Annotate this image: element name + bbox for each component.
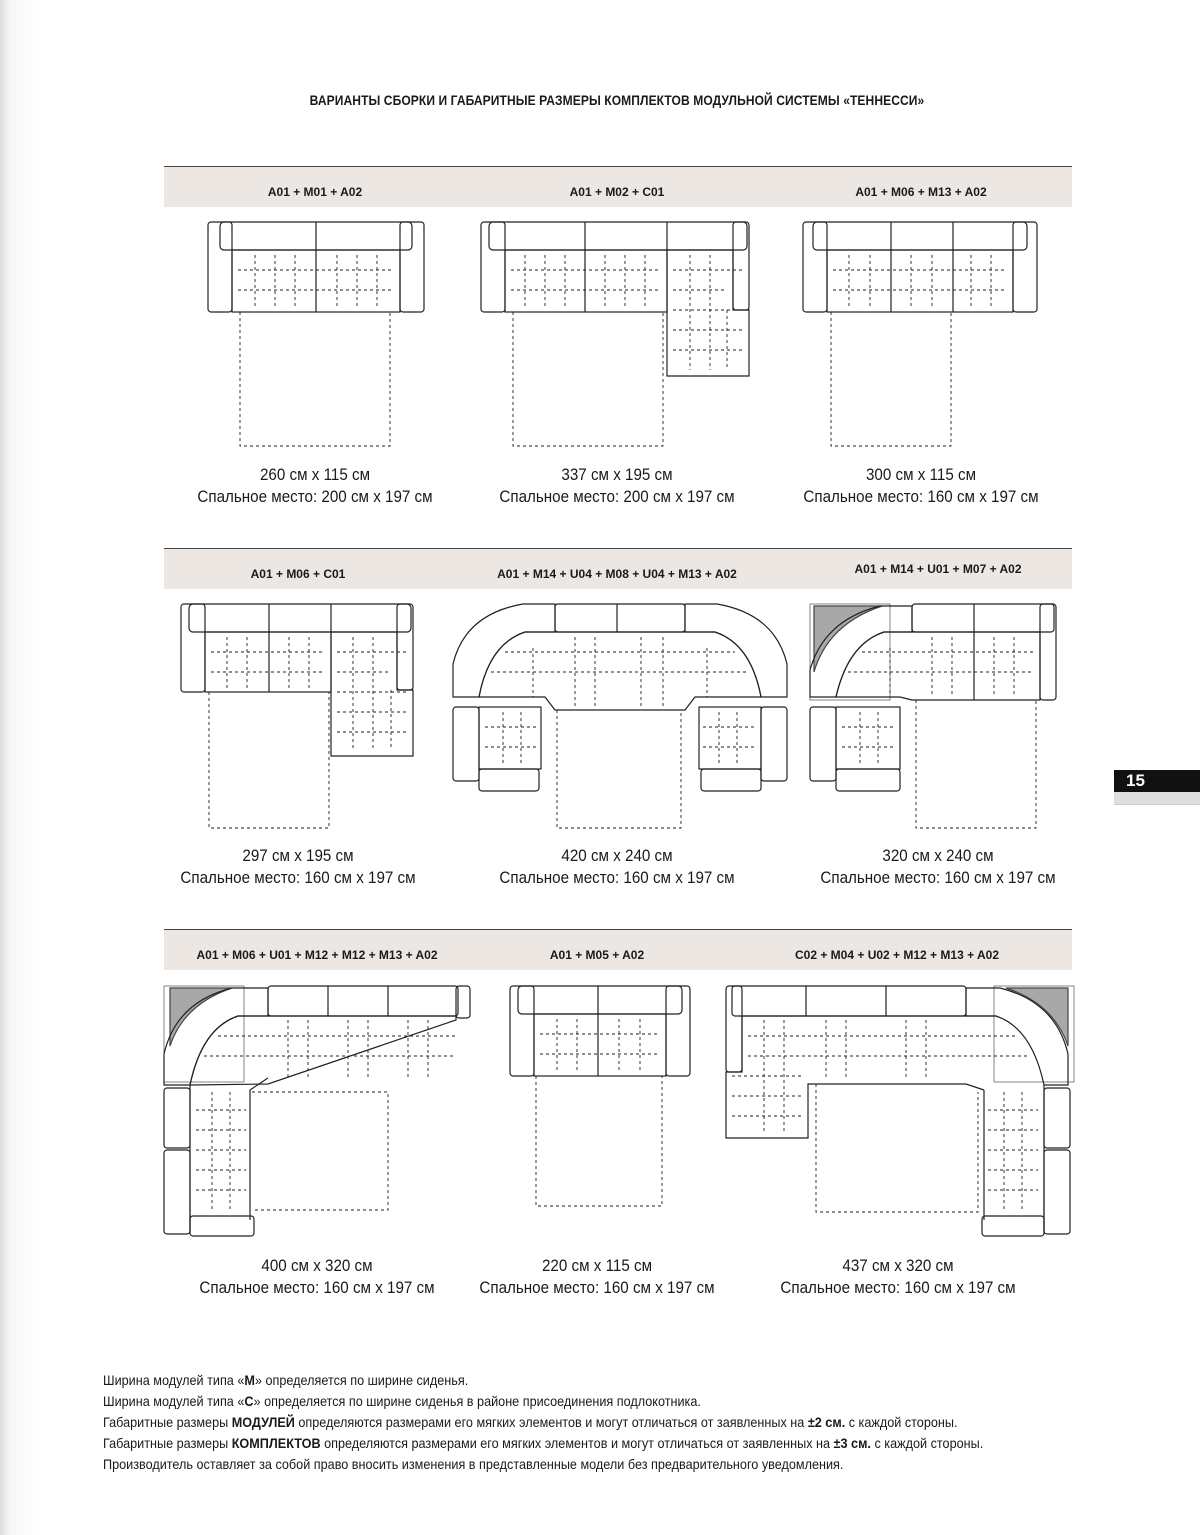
set-dimensions [791, 845, 1085, 889]
footnote-line: Производитель оставляет за собой право вносить изменения в представленные модели без предварительного уведомления. [103, 1457, 844, 1472]
sleeping-area: Спальное место: 160 см х 197 см [180, 869, 416, 887]
sleeping-area: Спальное место: 160 см х 197 см [499, 869, 735, 887]
sofa-plan-5 [445, 592, 795, 842]
footnote-line: Габаритные размеры МОДУЛЕЙ определяются размерами его мягких элементов и могут отличаться от заявленных на ±2 см. с каждой стороны. [103, 1415, 958, 1430]
footnote-line: Ширина модулей типа «C» определяется по ширине сиденья в районе присоединения подлокотника. [103, 1394, 701, 1409]
set-dimensions [774, 464, 1068, 508]
set-label: A01 + M14 + U04 + M08 + U04 + M13 + A02 [497, 567, 737, 581]
sofa-plan-9 [716, 980, 1076, 1250]
page-number: 15 [1126, 771, 1145, 790]
sofa-plan-6 [802, 592, 1062, 842]
sleeping-area: Спальное место: 160 см х 197 см [780, 1279, 1016, 1297]
sofa-plan-1 [200, 210, 430, 460]
set-dimensions [151, 845, 445, 889]
sleeping-area: Спальное место: 200 см х 197 см [499, 488, 735, 506]
footnote-line: Габаритные размеры КОМПЛЕКТОВ определяются размерами его мягких элементов и могут отличаться от заявленных на ±3 см. с каждой стороны. [103, 1436, 984, 1451]
set-label: C02 + M04 + U02 + M12 + M13 + A02 [794, 948, 999, 962]
overall-size: 420 см х 240 см [561, 847, 673, 865]
set-dimensions [168, 464, 462, 508]
sleeping-area: Спальное место: 200 см х 197 см [197, 488, 433, 506]
set-dimensions [470, 845, 764, 889]
sleeping-area: Спальное место: 160 см х 197 см [803, 488, 1039, 506]
set-label: A01 + M14 + U01 + M07 + A02 [854, 562, 1022, 576]
set-dimensions [170, 1255, 464, 1299]
page-number-tab [1114, 770, 1200, 805]
overall-size: 220 см х 115 см [541, 1257, 653, 1275]
footnote-line: Ширина модулей типа «M» определяется по ширине сиденья. [103, 1373, 469, 1388]
sofa-plan-8 [502, 974, 702, 1234]
set-dimensions [450, 1255, 744, 1299]
overall-size: 320 см х 240 см [882, 847, 994, 865]
overall-size: 300 см х 115 см [865, 466, 977, 484]
overall-size: 437 см х 320 см [842, 1257, 954, 1275]
overall-size: 260 см х 115 см [259, 466, 371, 484]
set-label: A01 + M06 + M13 + A02 [855, 185, 987, 199]
set-label: A01 + M06 + U01 + M12 + M12 + M13 + A02 [196, 948, 438, 962]
sofa-plan-4 [175, 592, 425, 842]
overall-size: 297 см х 195 см [242, 847, 354, 865]
footnotes [103, 1370, 1070, 1475]
set-label: A01 + M05 + A02 [549, 948, 645, 962]
set-label: A01 + M01 + A02 [267, 185, 363, 199]
overall-size: 400 см х 320 см [261, 1257, 373, 1275]
sleeping-area: Спальное место: 160 см х 197 см [479, 1279, 715, 1297]
sofa-plan-2 [475, 210, 765, 460]
sofa-plan-7 [158, 980, 478, 1250]
page-title: ВАРИАНТЫ СБОРКИ И ГАБАРИТНЫЕ РАЗМЕРЫ КОМПЛЕКТОВ МОДУЛЬНОЙ СИСТЕМЫ «ТЕННЕССИ» [309, 92, 925, 108]
set-label: A01 + M02 + C01 [569, 185, 665, 199]
overall-size: 337 см х 195 см [561, 466, 673, 484]
sleeping-area: Спальное место: 160 см х 197 см [199, 1279, 435, 1297]
set-label: A01 + M06 + C01 [250, 567, 346, 581]
set-dimensions [470, 464, 764, 508]
sofa-plan-3 [795, 210, 1045, 460]
set-dimensions [751, 1255, 1045, 1299]
sleeping-area: Спальное место: 160 см х 197 см [820, 869, 1056, 887]
